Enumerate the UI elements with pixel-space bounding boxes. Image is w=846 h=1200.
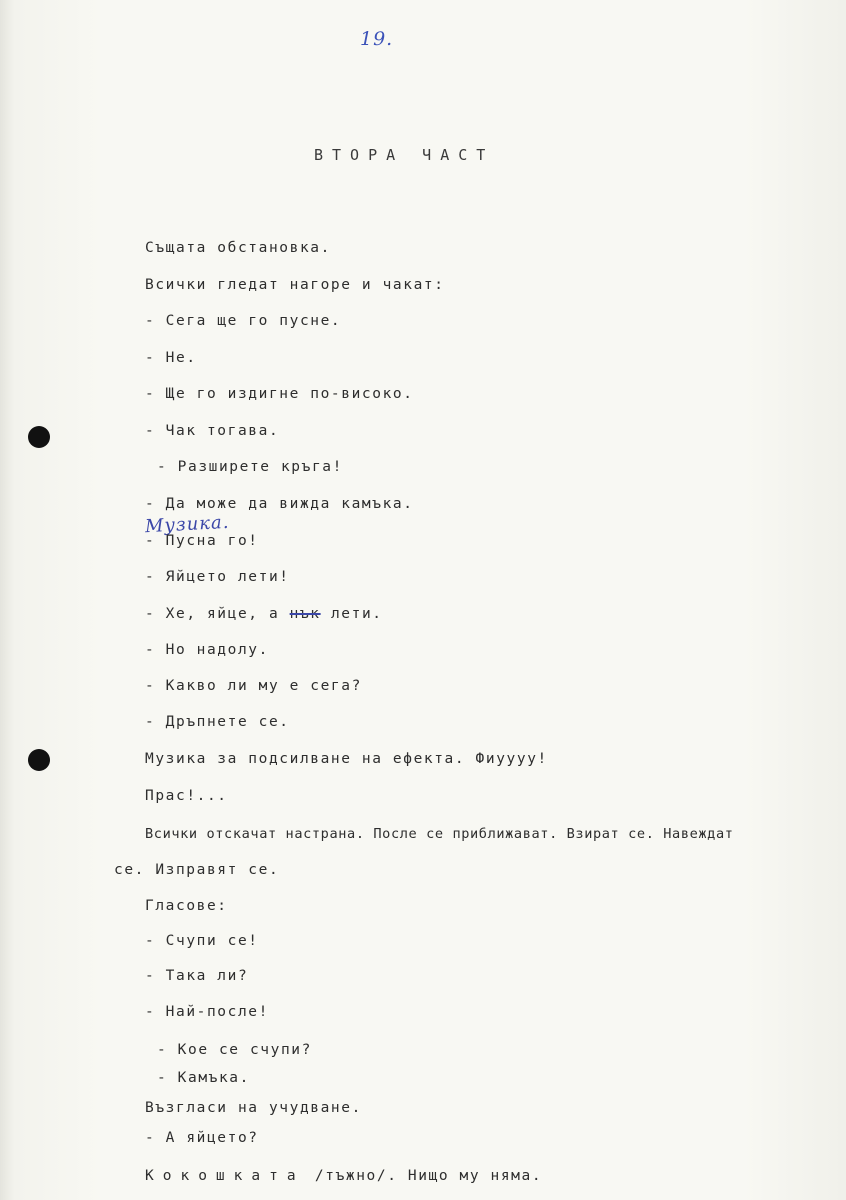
text-line: - Разширете кръга! (157, 459, 343, 475)
text-line: Възгласи на учудване. (145, 1100, 362, 1116)
page-edge-shadow (0, 0, 14, 1200)
text-line: Всички отскачат настрана. После се приближават. Взират се. Навеждат (145, 826, 734, 842)
text-line: - Яйцето лети! (145, 569, 290, 585)
text-fragment: лети. (320, 606, 383, 622)
text-line (145, 1168, 542, 1184)
text-line: - Какво ли му е сега? (145, 678, 362, 694)
text-line: - Пусна го! (145, 533, 259, 549)
text-line: - Кое се счупи? (157, 1042, 312, 1058)
text-line: - Не. (145, 350, 197, 366)
text-line: - Да може да вижда камъка. (145, 496, 414, 512)
text-line: Всички гледат нагоре и чакат: (145, 277, 445, 293)
text-line: - Камъка. (157, 1070, 250, 1086)
text-line: - Но надолу. (145, 642, 269, 658)
text-fragment: /тъжно/. Нищо му няма. (304, 1168, 543, 1184)
text-line: Прас!... (145, 788, 228, 804)
text-line: - Дръпнете се. (145, 714, 290, 730)
text-line: - Чак тогава. (145, 423, 280, 439)
text-line: - Така ли? (145, 968, 249, 984)
text-line: - Най-после! (145, 1004, 269, 1020)
text-line (145, 606, 383, 622)
text-line: - Счупи се! (145, 933, 259, 949)
text-line: - Сега ще го пусне. (145, 313, 342, 329)
text-line: Същата обстановка. (145, 240, 331, 256)
page-number: 19. (360, 28, 394, 50)
struck-text: нък (289, 606, 321, 622)
text-line: Гласове: (145, 898, 228, 914)
punch-hole (28, 426, 50, 448)
text-fragment: - Хе, яйце, а (145, 606, 290, 622)
page-title: ВТОРА ЧАСТ (314, 146, 495, 164)
text-line: Музика за подсилване на ефекта. Фиуууу! (145, 751, 548, 767)
text-line: се. Изправят се. (114, 862, 280, 878)
text-line: - А яйцето? (145, 1130, 259, 1146)
text-line: - Ще го издигне по-високо. (145, 386, 414, 402)
speaker-name: Кокошката (145, 1168, 305, 1184)
punch-hole (28, 749, 50, 771)
handwritten-annotation: Музика. (144, 511, 230, 538)
